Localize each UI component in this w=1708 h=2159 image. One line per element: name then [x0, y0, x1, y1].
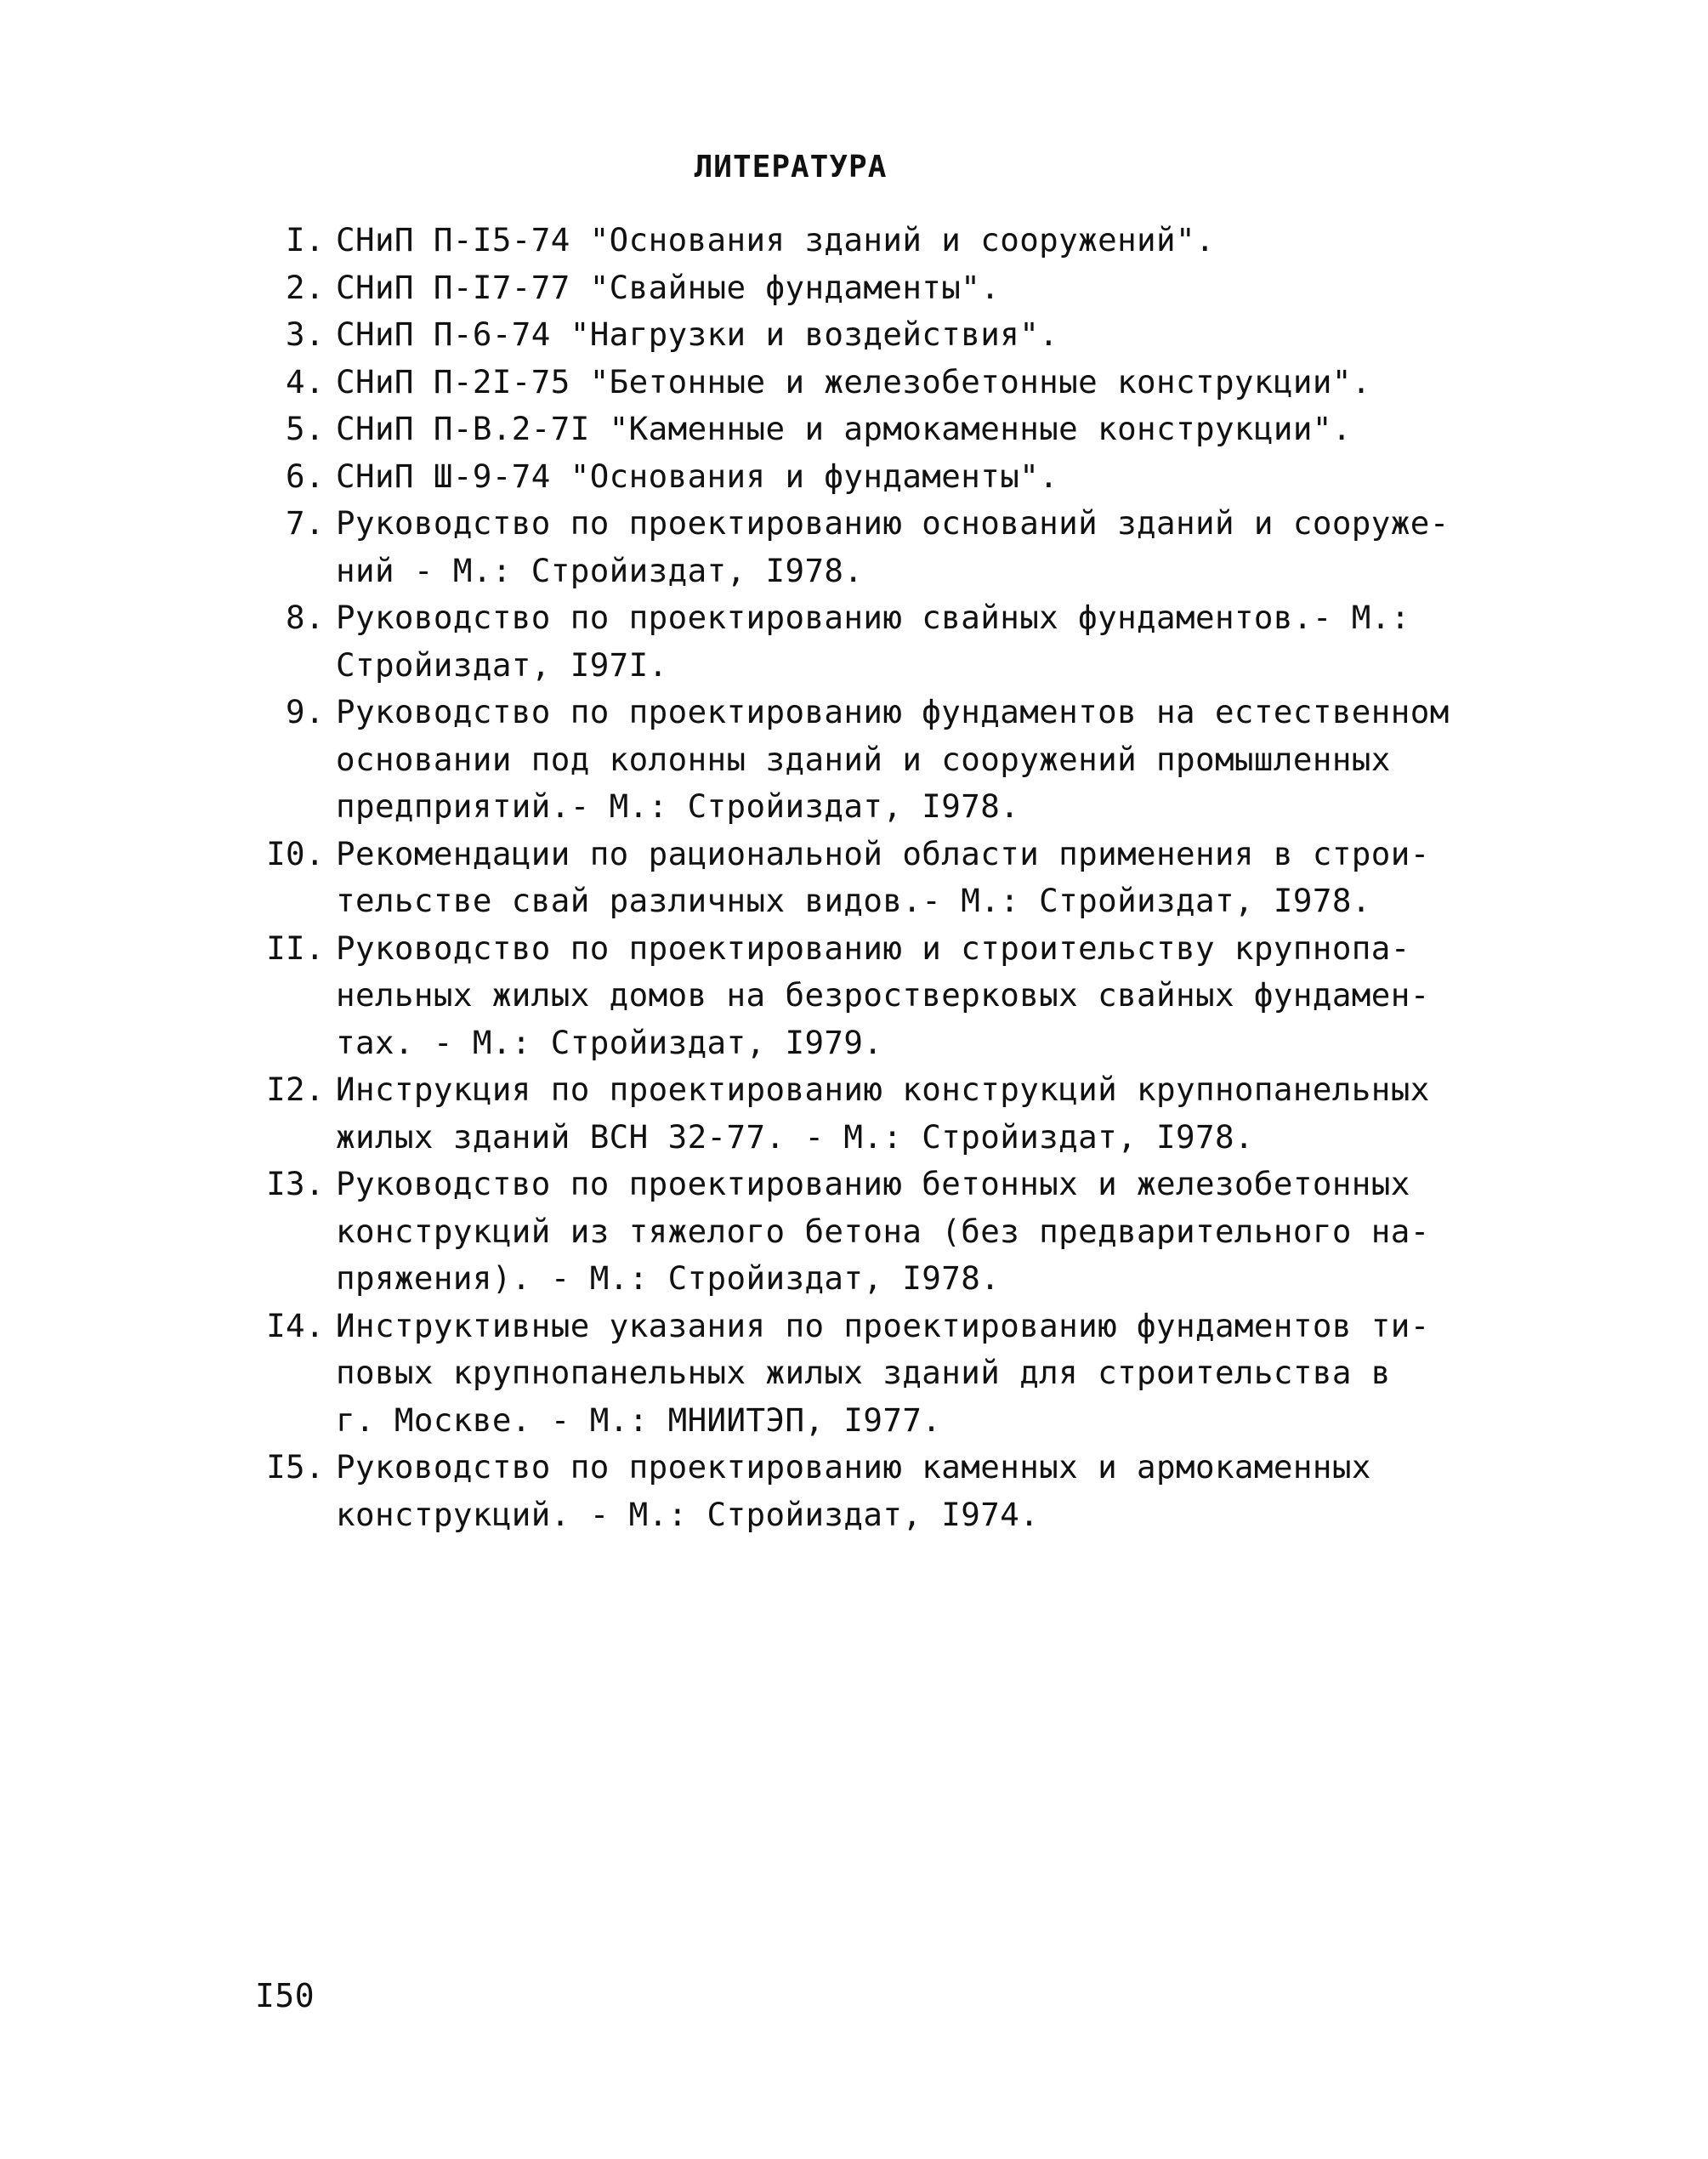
reference-number: I5.: [266, 1448, 325, 1486]
reference-text-line: Руководство по проектированию бетонных и железобетонных: [336, 1165, 1410, 1202]
reference-number: 6.: [286, 457, 325, 495]
reference-text-line: конструкций. - М.: Стройиздат, I974.: [336, 1495, 1040, 1533]
reference-item: [255, 925, 1462, 1067]
reference-text-line: СНиП П-2I-75 "Бетонные и железобетонные конструкции".: [336, 362, 1371, 401]
reference-text-line: ний - М.: Стройиздат, I978.: [336, 551, 864, 589]
reference-text-line: тах. - М.: Стройиздат, I979.: [336, 1023, 883, 1061]
reference-item: [255, 1161, 1462, 1303]
reference-item: [255, 594, 1462, 689]
reference-item: [255, 406, 1462, 453]
reference-item: [255, 1066, 1462, 1161]
reference-text-line: Инструктивные указания по проектированию фундаментов ти-: [336, 1306, 1430, 1344]
reference-item: [255, 264, 1462, 312]
reference-text-line: конструкций из тяжелого бетона (без предварительного на-: [336, 1212, 1430, 1250]
reference-text-line: Руководство по проектированию оснований зданий и сооруже-: [336, 504, 1450, 542]
reference-text-line: повых крупнопанельных жилых зданий для строительства в: [336, 1354, 1391, 1391]
reference-number: 4.: [286, 362, 325, 401]
reference-number: 9.: [286, 693, 325, 730]
reference-item: [255, 1303, 1462, 1445]
reference-text-line: СНиП П-I7-77 "Свайные фундаменты".: [336, 268, 1001, 306]
reference-text-line: пряжения). - М.: Стройиздат, I978.: [336, 1259, 1001, 1297]
reference-text-line: предприятий.- М.: Стройиздат, I978.: [336, 787, 1020, 825]
reference-item: [255, 1444, 1462, 1538]
reference-text-line: Инструкция по проектированию конструкций крупнопанельных: [336, 1071, 1430, 1108]
reference-text-line: г. Москве. - М.: МНИИТЭП, I977.: [336, 1401, 942, 1439]
reference-text-line: СНиП П-В.2-7I "Каменные и армокаменные конструкции".: [336, 410, 1352, 447]
reference-number: II.: [266, 929, 325, 967]
reference-text-line: основании под колонны зданий и сооружений промышленных: [336, 740, 1391, 778]
reference-text-line: СНиП П-I5-74 "Основания зданий и сооружений".: [336, 221, 1215, 259]
reference-number: I.: [286, 221, 325, 259]
reference-item: [255, 831, 1462, 925]
reference-number: 3.: [286, 315, 325, 353]
reference-number: 2.: [286, 268, 325, 306]
reference-text-line: Рекомендации по рациональной области применения в строи-: [336, 834, 1430, 872]
reference-text-line: нельных жилых домов на безростверковых свайных фундамен-: [336, 976, 1430, 1014]
page-number: I50: [255, 1977, 315, 2014]
reference-number: 7.: [286, 504, 325, 542]
page-title: ЛИТЕРАТУРА: [694, 150, 888, 185]
reference-item: [255, 689, 1462, 831]
reference-text-line: СНиП Ш-9-74 "Основания и фундаменты".: [336, 457, 1059, 495]
reference-text-line: Руководство по проектированию и строительству крупнопа-: [336, 929, 1410, 967]
reference-number: 8.: [286, 599, 325, 636]
reference-number: I3.: [266, 1165, 325, 1202]
reference-text-line: Руководство по проектированию свайных фундаментов.- М.:: [336, 599, 1410, 636]
reference-number: I0.: [266, 834, 325, 872]
reference-text-line: Руководство по проектированию фундаментов на естественном: [336, 693, 1450, 730]
reference-text-line: тельстве свай различных видов.- М.: Стройиздат, I978.: [336, 882, 1371, 919]
reference-number: I2.: [266, 1071, 325, 1108]
reference-item: [255, 500, 1462, 594]
reference-number: I4.: [266, 1306, 325, 1344]
reference-text-line: СНиП П-6-74 "Нагрузки и воздействия".: [336, 315, 1059, 353]
reference-item: [255, 453, 1462, 501]
reference-item: [255, 217, 1462, 264]
reference-item: [255, 311, 1462, 359]
reference-item: [255, 359, 1462, 406]
reference-text-line: Руководство по проектированию каменных и армокаменных: [336, 1448, 1371, 1486]
reference-list: [255, 217, 1462, 1538]
reference-text-line: Стройиздат, I97I.: [336, 645, 668, 684]
reference-text-line: жилых зданий ВСН 32-77. - М.: Стройиздат, I978.: [336, 1117, 1254, 1156]
reference-number: 5.: [286, 410, 325, 447]
